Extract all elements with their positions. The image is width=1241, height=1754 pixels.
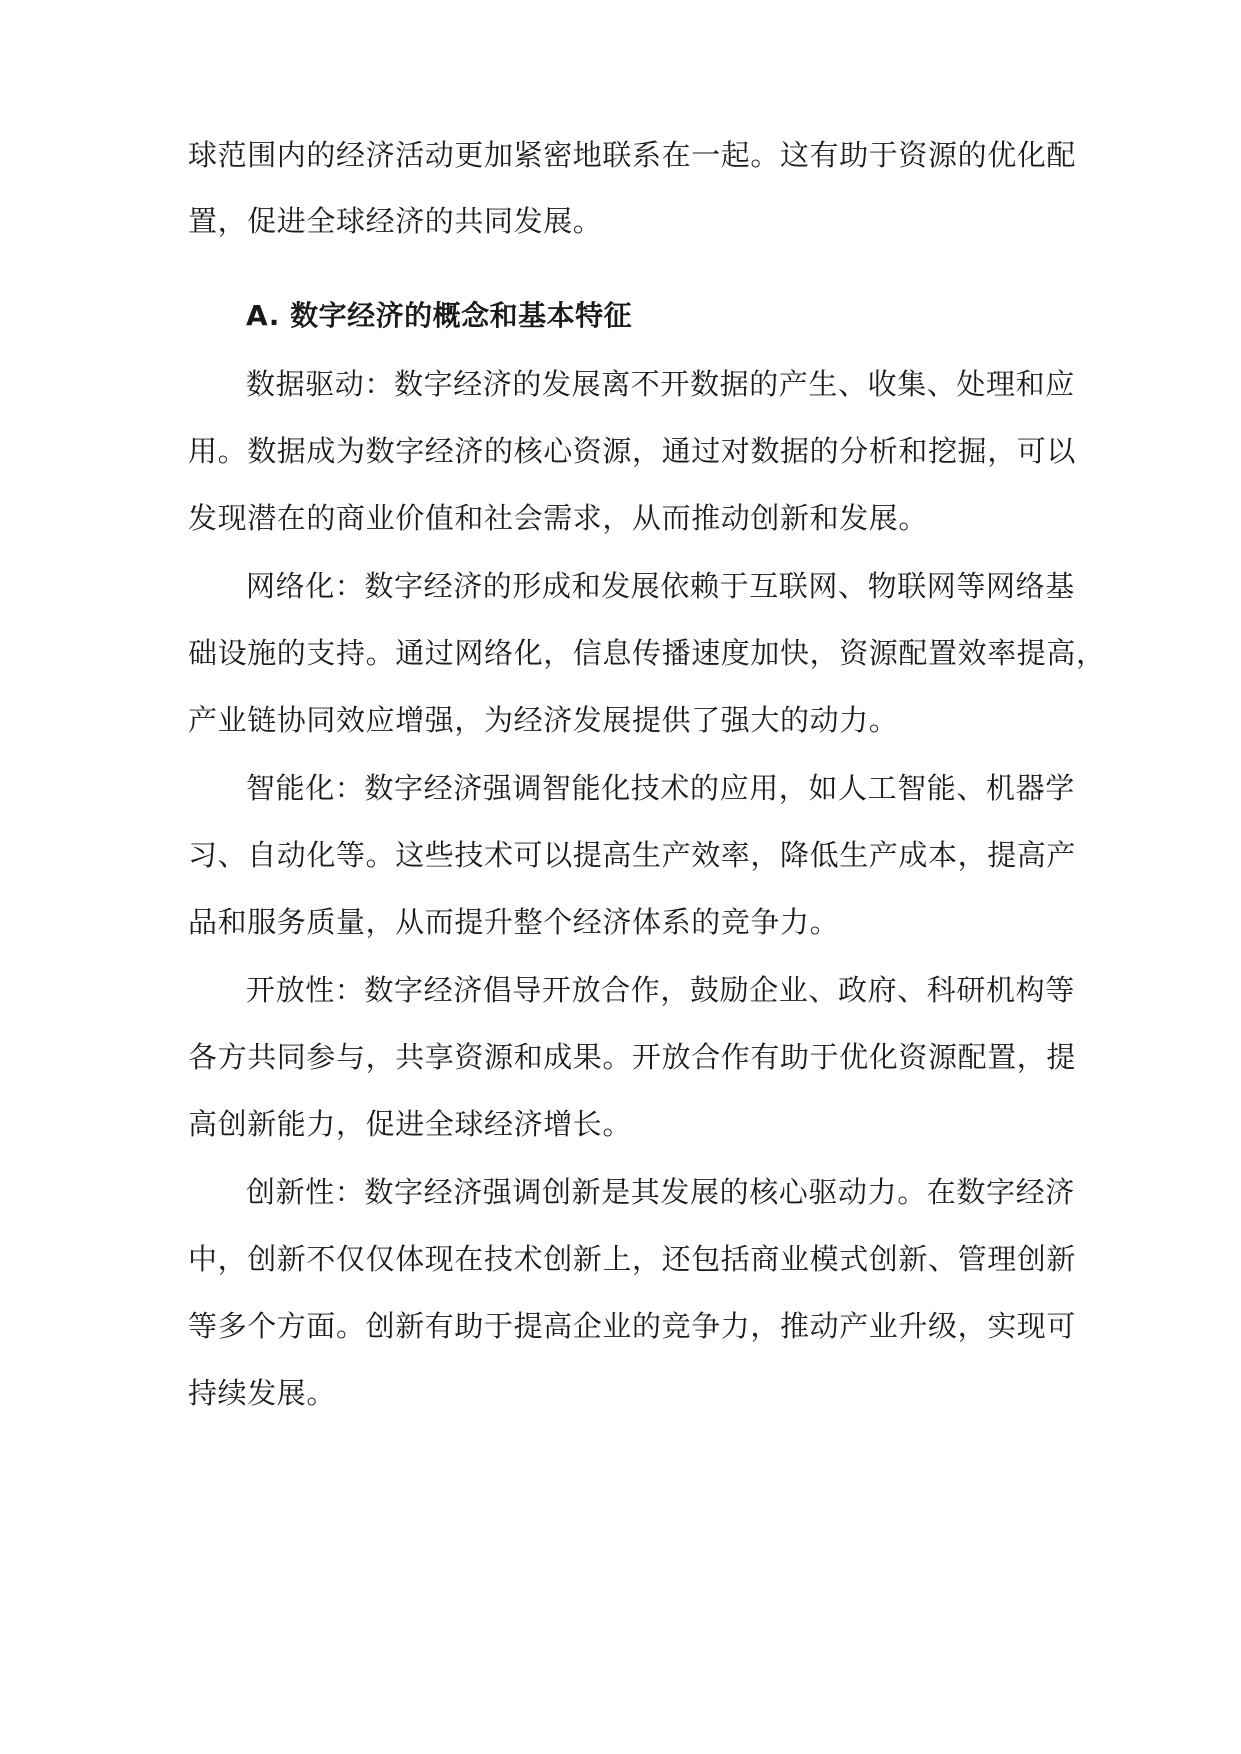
paragraph-intelligence-line-1: 智能化：数字经济强调智能化技术的应用，如人工智能、机器学: [246, 771, 1075, 805]
paragraph-data-driven-line-1: 数据驱动：数字经济的发展离不开数据的产生、收集、处理和应: [246, 367, 1075, 401]
continued-paragraph-line-2: 置，促进全球经济的共同发展。: [188, 204, 603, 238]
paragraph-openness-line-2: 各方共同参与，共享资源和成果。开放合作有助于优化资源配置，提: [188, 1040, 1077, 1074]
paragraph-networking-line-2: 础设施的支持。通过网络化，信息传播速度加快，资源配置效率提高，: [188, 636, 1106, 670]
paragraph-networking-line-1: 网络化：数字经济的形成和发展依赖于互联网、物联网等网络基: [246, 569, 1075, 603]
paragraph-data-driven-line-3: 发现潜在的商业价值和社会需求，从而推动创新和发展。: [188, 501, 929, 535]
paragraph-intelligence-line-2: 习、自动化等。这些技术可以提高生产效率，降低生产成本，提高产: [188, 838, 1077, 872]
paragraph-intelligence-line-3: 品和服务质量，从而提升整个经济体系的竞争力。: [188, 905, 840, 939]
section-heading: A. 数字经济的概念和基本特征: [246, 299, 633, 332]
paragraph-data-driven-line-2: 用。数据成为数字经济的核心资源，通过对数据的分析和挖掘，可以: [188, 434, 1077, 468]
paragraph-openness-line-1: 开放性：数字经济倡导开放合作，鼓励企业、政府、科研机构等: [246, 973, 1075, 1007]
paragraph-innovation-line-3: 等多个方面。创新有助于提高企业的竞争力，推动产业升级，实现可: [188, 1309, 1077, 1343]
paragraph-innovation-line-1: 创新性：数字经济强调创新是其发展的核心驱动力。在数字经济: [246, 1175, 1075, 1209]
continued-paragraph-line-1: 球范围内的经济活动更加紧密地联系在一起。这有助于资源的优化配: [188, 138, 1077, 172]
paragraph-innovation-line-4: 持续发展。: [188, 1376, 337, 1410]
paragraph-innovation-line-2: 中，创新不仅仅体现在技术创新上，还包括商业模式创新、管理创新: [188, 1242, 1077, 1276]
paragraph-networking-line-3: 产业链协同效应增强，为经济发展提供了强大的动力。: [188, 703, 899, 737]
paragraph-openness-line-3: 高创新能力，促进全球经济增长。: [188, 1107, 633, 1141]
